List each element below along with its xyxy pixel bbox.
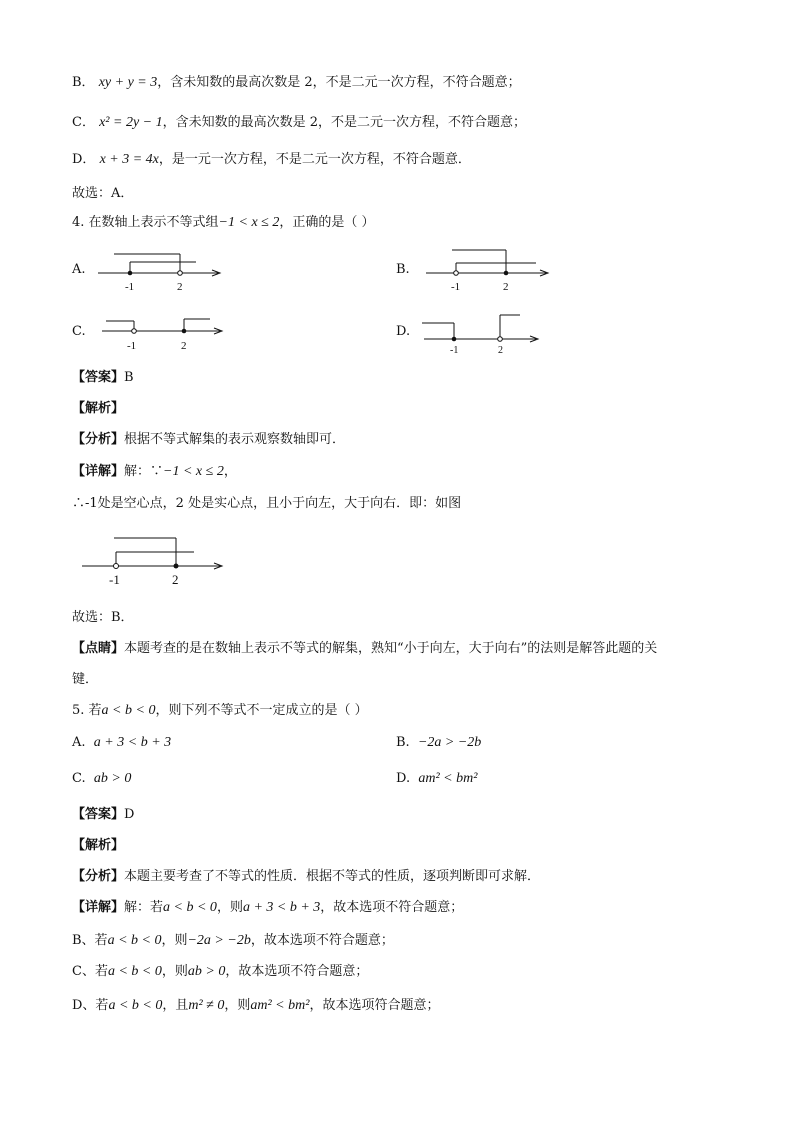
tick-label: 2 [172, 572, 179, 587]
xiangjie-tag: 【详解】 [72, 900, 125, 915]
detail-text: ，故本选项不符合题意； [320, 900, 464, 915]
math-expression: a + 3 < b + 3 [93, 735, 172, 750]
q4-dianjing-cont: 键． [72, 672, 99, 687]
option-label: D． [72, 152, 96, 167]
answer-tag: 【答案】 [72, 807, 125, 822]
q5-analysis-tag: 【解析】 [72, 838, 125, 853]
detail-text: ，故本选项不符合题意； [225, 964, 369, 979]
detail-text: 解：若 [124, 900, 164, 915]
q5-detail-line-c [72, 963, 368, 981]
math-expression: xy + y = 3 [98, 75, 158, 90]
q4-option-c-number-line [100, 311, 230, 357]
tick-label: 2 [498, 345, 503, 356]
math-expression: −2a > −2b [417, 735, 482, 750]
q4-option-c-label: C. [72, 324, 86, 339]
detail-text: B、若 [72, 933, 108, 948]
q4-answer [72, 369, 134, 387]
q3-conclusion: 故选：A． [72, 186, 134, 201]
math-expression: am² < bm² [250, 998, 310, 1013]
stem-text: ，正确的是（ ） [279, 215, 375, 230]
detail-text: ，且 [162, 998, 189, 1013]
stem-text: ，则下列不等式不一定成立的是（ ） [155, 703, 368, 718]
q5-detail-line-d [72, 997, 439, 1015]
tick-label: 2 [181, 340, 187, 352]
math-expression: am² < bm² [418, 771, 478, 786]
math-expression: a + 3 < b + 3 [242, 900, 321, 915]
xiangjie-text: ， [223, 464, 237, 479]
q5-fenxi [72, 868, 540, 886]
q3-option-c [72, 114, 526, 132]
math-expression: −1 < x ≤ 2 [218, 215, 280, 230]
math-expression: a < b < 0 [108, 998, 163, 1013]
q4-xiangjie [72, 463, 237, 481]
dianjing-text: 本题考查的是在数轴上表示不等式的解集，熟知“小于向左，大于向右”的法则是解答此题的关 [124, 641, 658, 656]
q4-conclusion: 故选：B． [72, 610, 134, 625]
detail-text: ，则 [161, 933, 188, 948]
answer-tag: 【答案】 [72, 370, 125, 385]
detail-text: C、若 [72, 964, 108, 979]
fenxi-tag: 【分析】 [72, 432, 125, 447]
math-expression: x² = 2y − 1 [99, 115, 163, 130]
math-expression: ab > 0 [93, 771, 132, 786]
q5-option-a [72, 734, 171, 752]
xiangjie-text: 解：∵ [124, 464, 164, 479]
fenxi-text: 根据不等式解集的表示观察数轴即可． [124, 432, 346, 447]
q4-option-b-number-line [424, 246, 554, 296]
q4-solution-number-line [80, 534, 230, 590]
q4-option-b-label: B. [396, 262, 410, 277]
tick-label: 2 [503, 281, 509, 293]
q3-option-d [72, 151, 471, 169]
option-label: D. [396, 771, 411, 786]
tick-label: -1 [109, 572, 120, 587]
xiangjie-tag: 【详解】 [72, 464, 125, 479]
q5-option-d [396, 770, 477, 788]
option-label: B. [396, 735, 410, 750]
detail-text: ，故本选项符合题意； [309, 998, 440, 1013]
option-label: C． [72, 115, 95, 130]
q3-option-b [72, 74, 521, 92]
math-expression: ab > 0 [187, 964, 226, 979]
q4-option-a-label: A. [72, 262, 86, 277]
q4-fenxi [72, 431, 345, 449]
detail-text: ，故本选项不符合题意； [250, 933, 394, 948]
q5-detail-line-b [72, 932, 394, 950]
q4-option-a-number-line [96, 246, 226, 296]
tick-label: -1 [127, 340, 137, 352]
math-expression: −2a > −2b [187, 933, 251, 948]
option-text: ，含未知数的最高次数是 2，不是二元一次方程，不符合题意； [162, 115, 527, 130]
option-text: ，是一元一次方程，不是二元一次方程，不符合题意． [158, 152, 471, 167]
q5-answer [72, 806, 134, 824]
dianjing-tag: 【点睛】 [72, 641, 125, 656]
math-expression: m² ≠ 0 [188, 998, 225, 1013]
q4-analysis-tag: 【解析】 [72, 401, 125, 416]
q5-detail-line-a [72, 899, 463, 917]
q4-stem [72, 214, 374, 232]
option-label: C. [72, 771, 86, 786]
math-expression: −1 < x ≤ 2 [163, 464, 224, 479]
q4-option-d-label: D. [396, 324, 411, 339]
fenxi-text: 本题主要考查了不等式的性质．根据不等式的性质，逐项判断即可求解． [124, 869, 541, 884]
option-label: A. [72, 735, 86, 750]
math-expression: a < b < 0 [107, 933, 162, 948]
detail-text: D、若 [72, 998, 109, 1013]
option-label: B． [72, 75, 95, 90]
answer-value: D [124, 807, 135, 822]
q4-dianjing [72, 640, 657, 658]
math-expression: a < b < 0 [107, 964, 162, 979]
fenxi-tag: 【分析】 [72, 869, 125, 884]
q5-option-b [396, 734, 481, 752]
math-expression: a < b < 0 [163, 900, 217, 915]
q4-option-d-number-line [420, 311, 550, 357]
stem-text: 4. 在数轴上表示不等式组 [72, 215, 219, 230]
q5-option-c [72, 770, 131, 788]
detail-text: ，则 [224, 998, 251, 1013]
tick-label: 2 [177, 281, 183, 293]
math-expression: a < b < 0 [101, 703, 156, 718]
tick-label: -1 [450, 345, 459, 356]
option-text: ，含未知数的最高次数是 2，不是二元一次方程，不符合题意； [157, 75, 521, 90]
stem-text: 5. 若 [72, 703, 102, 718]
math-expression: x + 3 = 4x [99, 152, 159, 167]
q5-stem [72, 702, 368, 720]
tick-label: -1 [125, 281, 135, 293]
detail-text: ，则 [216, 900, 243, 915]
q4-therefore: ∴-1处是空心点，2 处是实心点，且小于向左，大于向右．即：如图 [72, 496, 462, 511]
tick-label: -1 [451, 281, 461, 293]
detail-text: ，则 [161, 964, 188, 979]
answer-value: B [124, 370, 134, 385]
